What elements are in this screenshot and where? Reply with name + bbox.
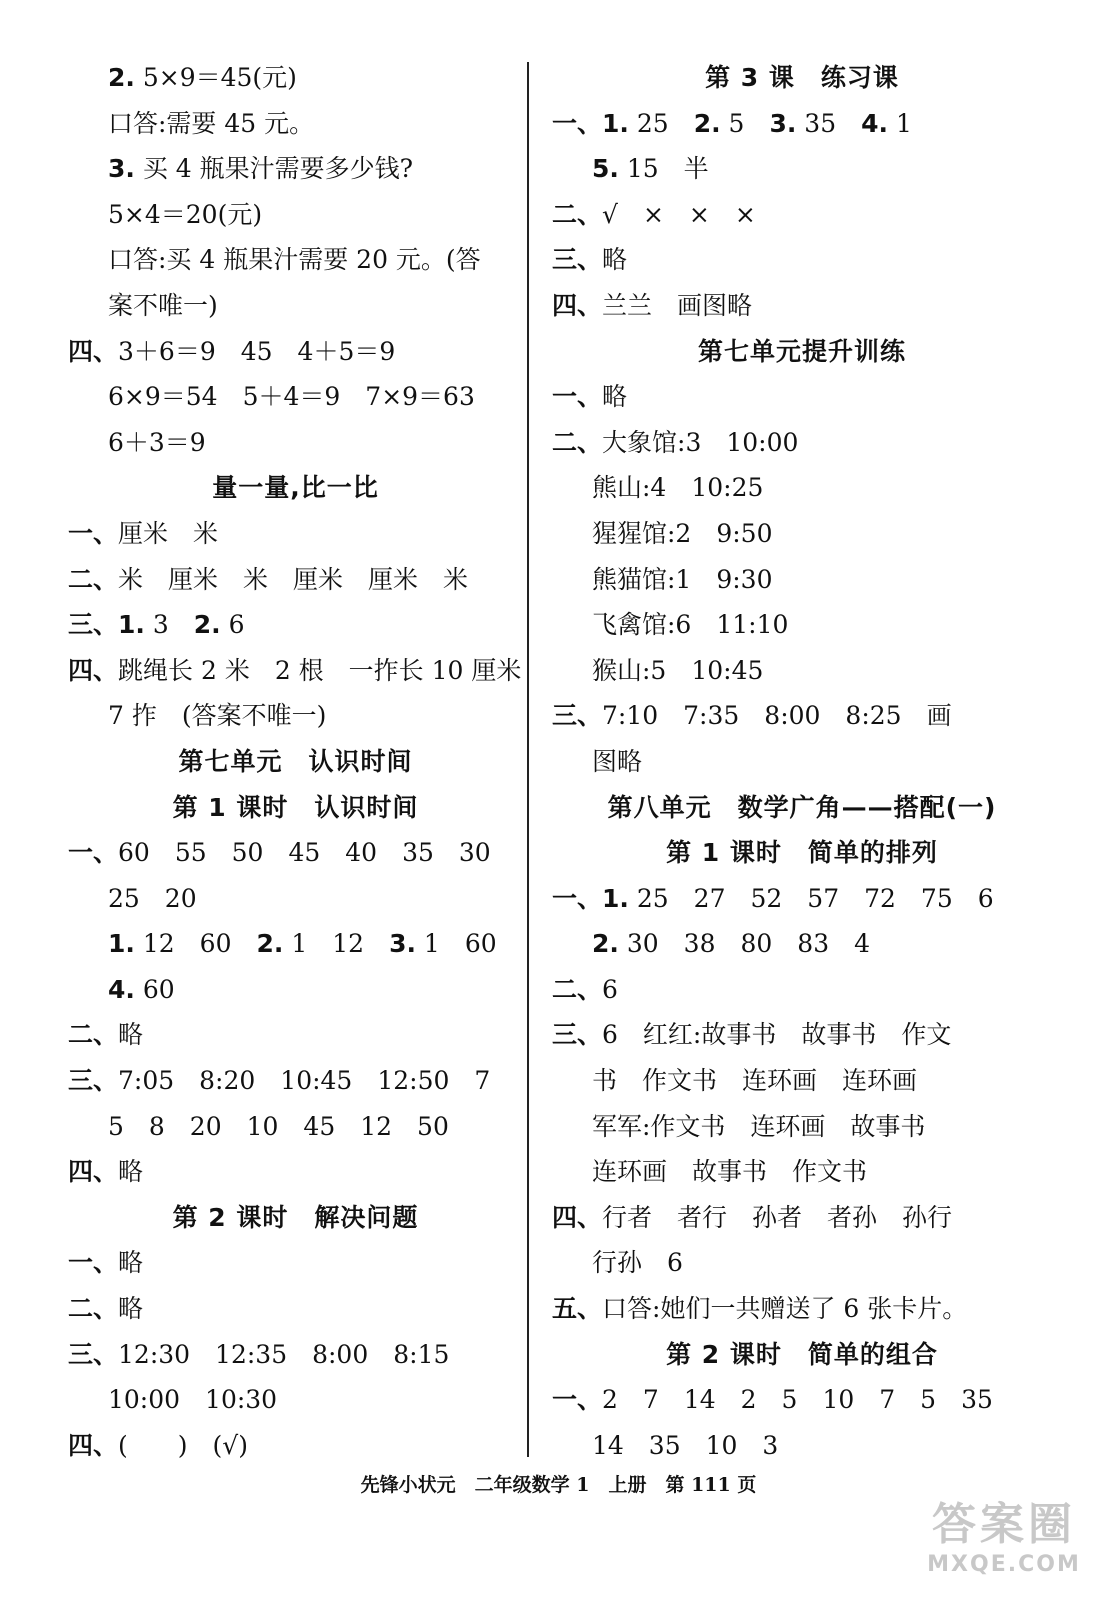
answer-line bbox=[552, 374, 1052, 420]
answer-text: 猩猩馆:2 9:50 bbox=[592, 518, 773, 548]
answer-line bbox=[68, 876, 523, 922]
answer-text: 15 半 bbox=[618, 154, 709, 184]
section-heading: 量一量,比一比 bbox=[212, 473, 379, 503]
answer-line bbox=[552, 1377, 1052, 1423]
item-number: 2. bbox=[108, 63, 135, 92]
answer-line bbox=[552, 648, 1052, 694]
item-number: 1. bbox=[602, 108, 629, 138]
answer-line bbox=[68, 1104, 523, 1150]
answer-line bbox=[68, 420, 523, 466]
item-number: 2. bbox=[256, 929, 284, 959]
section-heading: 第 2 课时 简单的组合 bbox=[666, 1339, 938, 1369]
question-marker: 四、 bbox=[552, 290, 603, 320]
answer-text: 60 55 50 45 40 35 30 bbox=[118, 838, 491, 868]
answer-line bbox=[552, 101, 1052, 147]
question-marker: 四、 bbox=[68, 1157, 119, 1187]
answer-text: 案不唯一) bbox=[108, 290, 218, 320]
section-heading: 第 1 课时 简单的排列 bbox=[666, 838, 938, 868]
answer-line bbox=[552, 192, 1052, 238]
item-number: 3. bbox=[108, 154, 135, 184]
answer-text: ( ) (√) bbox=[118, 1430, 248, 1460]
answer-text: 厘米 米 bbox=[118, 518, 219, 548]
answer-text: 25 27 52 57 72 75 6 bbox=[628, 883, 994, 913]
item-number: 4. bbox=[108, 974, 135, 1004]
question-marker: 一、 bbox=[68, 838, 119, 868]
item-number: 1. bbox=[118, 610, 145, 640]
answer-text: 略 bbox=[602, 245, 628, 275]
section-heading: 第七单元 认识时间 bbox=[178, 746, 413, 776]
question-marker: 二、 bbox=[68, 564, 119, 594]
question-marker: 二、 bbox=[552, 199, 603, 229]
answer-text: 米 厘米 米 厘米 厘米 米 bbox=[118, 564, 469, 594]
answer-text: 1 bbox=[888, 108, 912, 138]
answer-text: 35 bbox=[796, 108, 862, 138]
item-number: 3. bbox=[389, 929, 416, 959]
answer-text: 军军:作文书 连环画 故事书 bbox=[592, 1111, 926, 1141]
answer-text: 口答:她们一共赠送了 6 张卡片。 bbox=[602, 1294, 968, 1324]
answer-line bbox=[552, 693, 1052, 739]
item-number: 2. bbox=[193, 610, 221, 640]
question-marker: 一、 bbox=[552, 108, 603, 138]
question-marker: 三、 bbox=[552, 245, 603, 275]
answer-line bbox=[68, 602, 523, 648]
answer-line bbox=[68, 237, 523, 283]
answer-text: 口答:买 4 瓶果汁需要 20 元。(答 bbox=[108, 245, 481, 275]
item-number: 3. bbox=[769, 108, 797, 138]
answer-text: 25 bbox=[628, 108, 694, 138]
answer-text: 略 bbox=[118, 1294, 144, 1324]
answer-line bbox=[68, 1149, 523, 1195]
answer-text: 6 bbox=[220, 610, 245, 640]
answer-text: 5 bbox=[720, 108, 770, 138]
answer-line bbox=[552, 146, 1052, 192]
answer-line bbox=[68, 1240, 523, 1286]
answer-text: 2 7 14 2 5 10 7 5 35 bbox=[602, 1385, 993, 1415]
question-marker: 一、 bbox=[552, 1385, 603, 1415]
answer-line bbox=[552, 511, 1052, 557]
answer-line bbox=[552, 1012, 1052, 1058]
watermark bbox=[909, 1488, 1099, 1588]
answer-text: 略 bbox=[118, 1020, 144, 1050]
answer-text: √ × × × bbox=[602, 199, 756, 229]
answer-text: 5×4＝20(元) bbox=[108, 199, 263, 229]
item-number: 2. bbox=[693, 108, 721, 138]
answer-line bbox=[552, 739, 1052, 785]
question-marker: 三、 bbox=[68, 1066, 119, 1096]
answer-text: 7:05 8:20 10:45 12:50 7 bbox=[118, 1066, 491, 1096]
answer-text: 买 4 瓶果汁需要多少钱? bbox=[134, 154, 414, 184]
section-heading: 第 3 课 练习课 bbox=[705, 63, 899, 92]
answer-text: 3 bbox=[144, 610, 194, 640]
answer-text: 熊猫馆:1 9:30 bbox=[592, 564, 773, 594]
answer-text: 口答:需要 45 元。 bbox=[108, 108, 315, 138]
answer-text: 兰兰 画图略 bbox=[602, 290, 753, 320]
answer-text: 1 12 bbox=[283, 929, 390, 959]
answer-text: 12 60 bbox=[134, 929, 257, 959]
section-heading: 第 2 课时 解决问题 bbox=[172, 1202, 419, 1232]
answer-text: 跳绳长 2 米 2 根 一拃长 10 厘米 bbox=[118, 655, 522, 685]
answer-text: 7:10 7:35 8:00 8:25 画 bbox=[602, 701, 952, 731]
watermark-bottom: MXQE.COM bbox=[927, 1552, 1081, 1577]
answer-line bbox=[68, 648, 523, 694]
answer-line bbox=[68, 1286, 523, 1332]
answer-line bbox=[552, 1149, 1052, 1195]
answer-line bbox=[68, 1058, 523, 1104]
item-number: 4. bbox=[861, 108, 889, 138]
question-marker: 二、 bbox=[68, 1020, 119, 1050]
answer-line bbox=[68, 1012, 523, 1058]
answer-line bbox=[68, 329, 523, 375]
answer-text: 7 拃 (答案不唯一) bbox=[108, 701, 327, 731]
answer-line bbox=[68, 55, 523, 101]
answer-line bbox=[68, 967, 523, 1013]
right-column bbox=[552, 55, 1052, 1468]
item-number: 1. bbox=[108, 929, 135, 959]
answer-line bbox=[68, 830, 523, 876]
question-marker: 三、 bbox=[552, 1020, 603, 1050]
section-heading: 第 1 课时 认识时间 bbox=[172, 792, 419, 822]
answer-text: 6 bbox=[602, 974, 618, 1004]
answer-line bbox=[68, 192, 523, 238]
answer-line bbox=[68, 1332, 523, 1378]
answer-text: 5×9＝45(元) bbox=[134, 63, 297, 92]
answer-line bbox=[68, 101, 523, 147]
watermark-top: 答案圈 bbox=[932, 1499, 1076, 1550]
answer-text: 60 bbox=[134, 974, 175, 1004]
answer-text: 飞禽馆:6 11:10 bbox=[592, 610, 789, 640]
answer-text: 6×9＝54 5＋4＝9 7×9＝63 bbox=[108, 382, 475, 412]
item-number: 5. bbox=[592, 154, 619, 184]
item-number: 2. bbox=[592, 929, 619, 959]
question-marker: 四、 bbox=[68, 336, 119, 366]
answer-line bbox=[68, 921, 523, 967]
answer-text: 6 红红:故事书 故事书 作文 bbox=[602, 1020, 952, 1050]
answer-line bbox=[552, 465, 1052, 511]
answer-text: 图略 bbox=[592, 746, 643, 776]
answer-line bbox=[68, 693, 523, 739]
question-marker: 一、 bbox=[68, 518, 119, 548]
question-marker: 一、 bbox=[68, 1248, 119, 1278]
answer-line bbox=[552, 1058, 1052, 1104]
answer-line bbox=[552, 967, 1052, 1013]
question-marker: 三、 bbox=[68, 1339, 119, 1369]
answer-line bbox=[68, 1423, 523, 1469]
question-marker: 二、 bbox=[552, 974, 603, 1004]
answer-text: 25 20 bbox=[108, 883, 197, 913]
answer-text: 猴山:5 10:45 bbox=[592, 655, 764, 685]
answer-line bbox=[68, 374, 523, 420]
answer-line bbox=[68, 511, 523, 557]
question-marker: 二、 bbox=[68, 1294, 119, 1324]
section-heading: 第七单元提升训练 bbox=[697, 336, 906, 366]
answer-line bbox=[552, 1286, 1052, 1332]
question-marker: 二、 bbox=[552, 427, 603, 457]
answer-text: 熊山:4 10:25 bbox=[592, 473, 764, 503]
answer-line bbox=[552, 876, 1052, 922]
question-marker: 五、 bbox=[552, 1294, 603, 1324]
answer-text: 连环画 故事书 作文书 bbox=[592, 1157, 868, 1187]
answer-line bbox=[552, 1104, 1052, 1150]
answer-line bbox=[552, 1195, 1052, 1241]
question-marker: 四、 bbox=[552, 1202, 603, 1232]
answer-text: 书 作文书 连环画 连环画 bbox=[592, 1066, 918, 1096]
left-column bbox=[68, 55, 523, 1468]
answer-text: 12:30 12:35 8:00 8:15 bbox=[118, 1339, 450, 1369]
page-footer: 先锋小状元 二年级数学 1 上册 第 111 页 bbox=[360, 1474, 757, 1496]
answer-text: 5 8 20 10 45 12 50 bbox=[108, 1111, 449, 1141]
section-heading: 第八单元 数学广角——搭配(一) bbox=[607, 792, 997, 822]
answer-text: 略 bbox=[118, 1157, 144, 1187]
question-marker: 四、 bbox=[68, 655, 119, 685]
answer-line bbox=[552, 557, 1052, 603]
answer-line bbox=[552, 420, 1052, 466]
question-marker: 一、 bbox=[552, 883, 603, 913]
answer-text: 略 bbox=[118, 1248, 144, 1278]
answer-line bbox=[552, 237, 1052, 283]
question-marker: 三、 bbox=[552, 701, 603, 731]
answer-line bbox=[68, 146, 523, 192]
answer-line bbox=[68, 283, 523, 329]
answer-text: 30 38 80 83 4 bbox=[618, 929, 871, 959]
answer-line bbox=[68, 557, 523, 603]
answer-line bbox=[552, 283, 1052, 329]
answer-line bbox=[552, 1240, 1052, 1286]
question-marker: 三、 bbox=[68, 610, 119, 640]
answer-line bbox=[552, 921, 1052, 967]
answer-text: 6＋3＝9 bbox=[108, 427, 206, 457]
answer-text: 1 60 bbox=[415, 929, 497, 959]
answer-text: 略 bbox=[602, 382, 628, 412]
item-number: 1. bbox=[602, 883, 629, 913]
answer-text: 行者 者行 孙者 者孙 孙行 bbox=[602, 1202, 953, 1232]
answer-text: 3＋6＝9 45 4＋5＝9 bbox=[118, 336, 396, 366]
answer-line bbox=[552, 602, 1052, 648]
question-marker: 四、 bbox=[68, 1430, 119, 1460]
answer-text: 10:00 10:30 bbox=[108, 1385, 278, 1415]
answer-line bbox=[552, 1423, 1052, 1469]
question-marker: 一、 bbox=[552, 382, 603, 412]
answer-text: 大象馆:3 10:00 bbox=[602, 427, 799, 457]
column-divider bbox=[527, 62, 529, 1457]
answer-text: 14 35 10 3 bbox=[592, 1430, 779, 1460]
answer-text: 行孙 6 bbox=[592, 1248, 683, 1278]
answer-line bbox=[68, 1377, 523, 1423]
